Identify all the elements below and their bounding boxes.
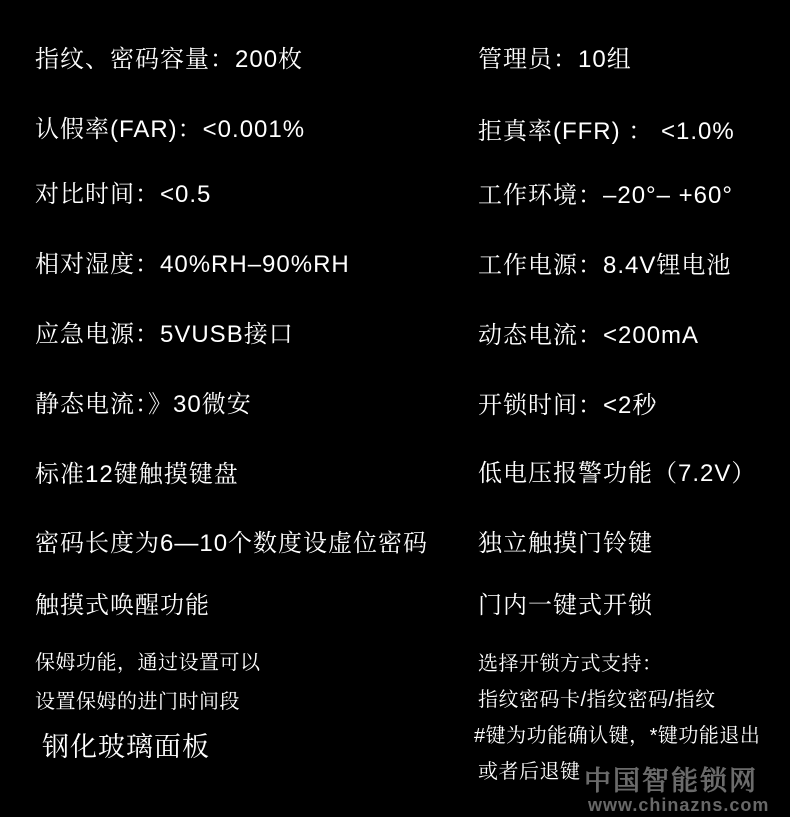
spec-line-work-power: 工作电源：8.4V锂电池: [478, 252, 732, 279]
spec-line-key-functions-2: 或者后退键: [478, 761, 581, 783]
watermark-site-name: 中国智能锁网: [584, 766, 758, 796]
spec-line-humidity: 相对湿度：40%RH–90%RH: [35, 251, 350, 278]
spec-line-keypad: 标准12键触摸键盘: [35, 461, 239, 488]
spec-line-admin-groups: 管理员：10组: [478, 46, 632, 73]
spec-line-glass-panel: 钢化玻璃面板: [42, 732, 210, 762]
spec-line-emergency-power: 应急电源：5VUSB接口: [35, 321, 294, 348]
spec-line-dynamic-current: 动态电流：<200mA: [478, 322, 700, 349]
spec-line-unlock-time: 开锁时间：<2秒: [478, 392, 658, 419]
spec-line-ffr: 拒真率(FFR) ： <1.0%: [478, 118, 735, 145]
spec-line-nanny-function-1: 保姆功能，通过设置可以: [35, 652, 261, 674]
spec-line-unlock-modes-list: 指纹密码卡/指纹密码/指纹: [478, 689, 716, 711]
spec-line-far: 认假率(FAR)：<0.001%: [35, 116, 306, 143]
spec-line-key-functions-1: #键为功能确认键，*键功能退出: [474, 725, 761, 747]
spec-line-password-length: 密码长度为6—10个数度设虚位密码: [35, 530, 429, 557]
spec-line-unlock-modes-title: 选择开锁方式支持：: [478, 653, 663, 675]
spec-line-compare-time: 对比时间：<0.5: [35, 181, 212, 208]
spec-line-doorbell-key: 独立触摸门铃键: [478, 530, 653, 557]
spec-line-nanny-function-2: 设置保姆的进门时间段: [35, 691, 240, 713]
spec-line-fingerprint-capacity: 指纹、密码容量：200枚: [35, 46, 304, 73]
spec-line-low-voltage-alarm: 低电压报警功能（7.2V）: [478, 460, 757, 487]
spec-line-touch-wake: 触摸式唤醒功能: [35, 592, 210, 619]
spec-line-work-environment: 工作环境：–20°– +60°: [478, 182, 733, 209]
spec-line-static-current: 静态电流：》30微安: [35, 391, 252, 418]
spec-line-one-key-unlock: 门内一键式开锁: [478, 592, 653, 619]
watermark-site-url: www.chinazns.com: [588, 795, 770, 815]
